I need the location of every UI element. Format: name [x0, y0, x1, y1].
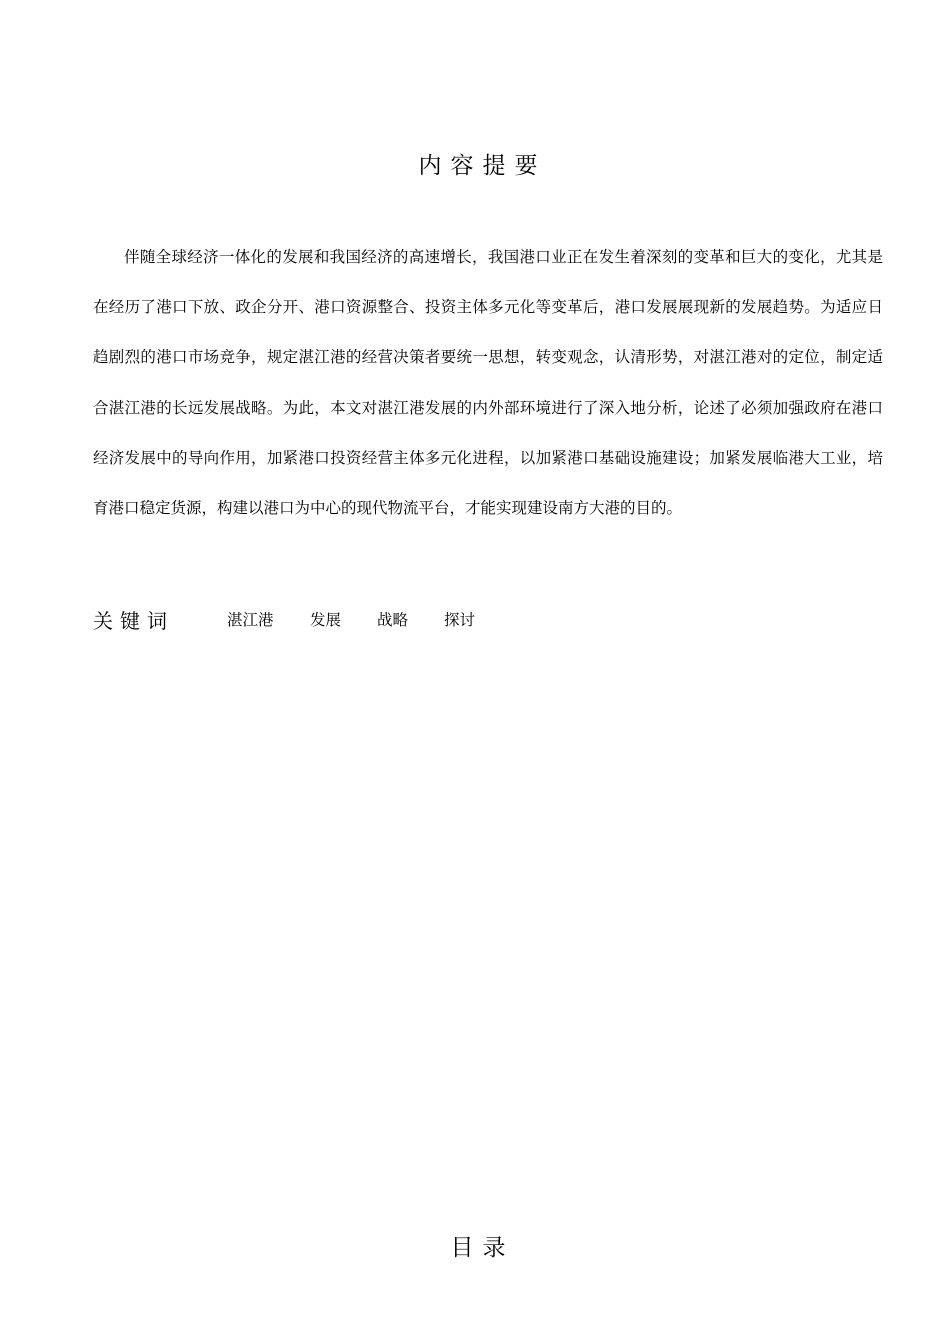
keyword-item: 战略: [377, 611, 409, 629]
keyword-item: 发展: [310, 611, 342, 629]
abstract-title: 内容提要: [418, 153, 547, 179]
keywords-label: 关键词: [93, 608, 174, 633]
toc-title: 目录: [450, 1235, 515, 1261]
keywords-section: [93, 604, 475, 634]
abstract-body: 伴随全球经济一体化的发展和我国经济的高速增长，我国港口业正在发生着深刻的变革和巨大的变化，尤其是在经历了港口下放、政企分开、港口资源整合、投资主体多元化等变革后，港口发展展现新的发展趋势。为适应日趋剧烈的港口市场竞争，规定湛江港的经营决策者要统一思想，转变观念，认清形势，对湛江港对的定位，制定适合湛江港的长远发展战略。为此，本文对湛江港发展的内外部环境进行了深入地分析，论述了必须加强政府在港口经济发展中的导向作用，加紧港口投资经营主体多元化进程，以加紧港口基础设施建设；加紧发展临港大工业，培育港口稳定货源，构建以港口为中心的现代物流平台，才能实现建设南方大港的目的。: [93, 248, 883, 518]
keyword-item: 湛江港: [227, 611, 274, 629]
keyword-item: 探讨: [444, 611, 476, 629]
